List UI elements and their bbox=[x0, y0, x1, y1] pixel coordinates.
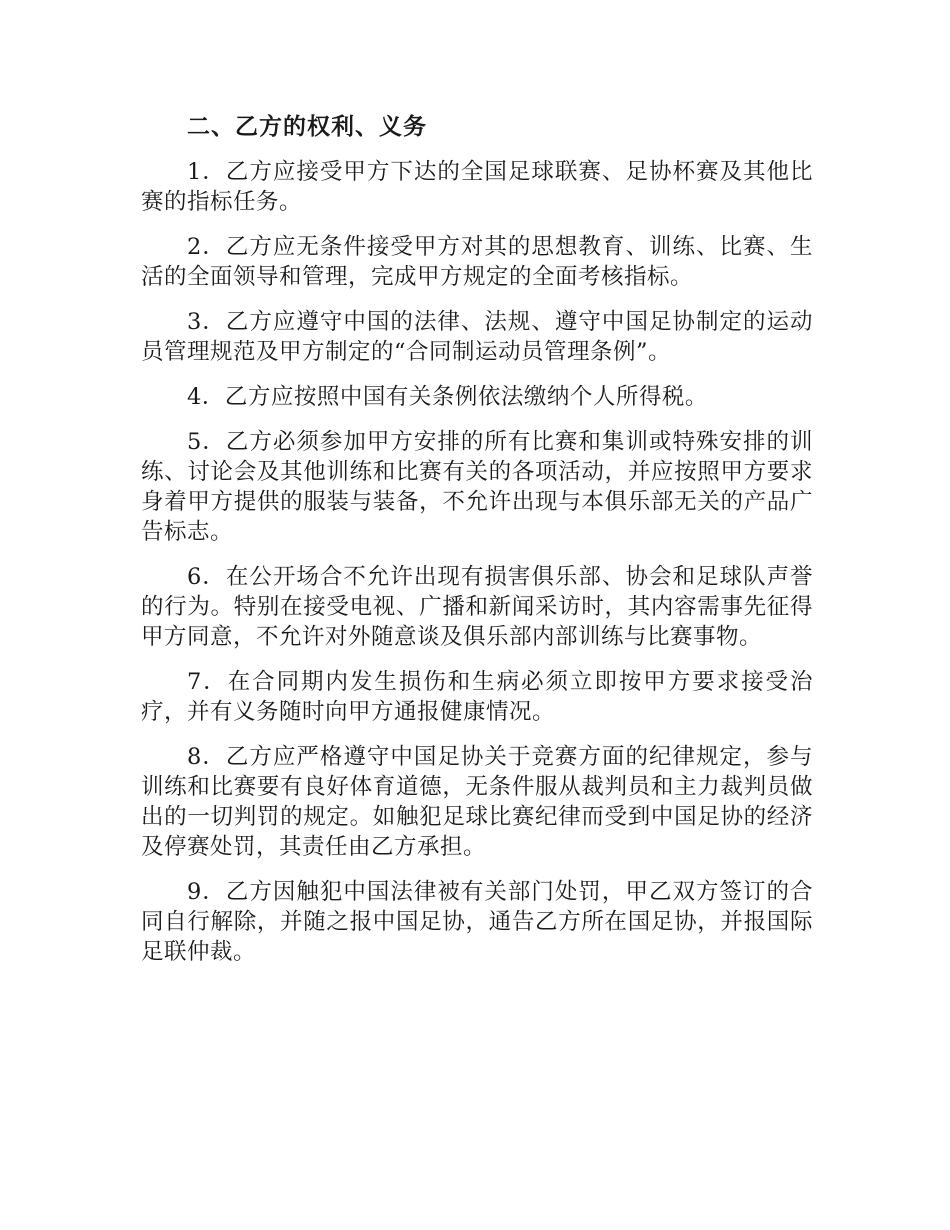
clause-8: 8．乙方应严格遵守中国足协关于竞赛方面的纪律规定，参与训练和比赛要有良好体育道德，无条件服从裁判员和主力裁判员做出的一切判罚的规定。如触犯足球比赛纪律而受到中国足协的经济及停赛处罚，其责任由乙方承担。 bbox=[141, 744, 813, 860]
clause-4: 4．乙方应按照中国有关条例依法缴纳个人所得税。 bbox=[187, 384, 708, 410]
section-heading: 二、乙方的权利、义务 bbox=[187, 114, 427, 140]
clause-3: 3．乙方应遵守中国的法律、法规、遵守中国足协制定的运动员管理规范及甲方制定的“合同制运动员管理条例”。 bbox=[141, 309, 813, 365]
document-body bbox=[141, 112, 813, 982]
clause-6: 6．在公开场合不允许出现有损害俱乐部、协会和足球队声誉的行为。特别在接受电视、广播和新闻采访时，其内容需事先征得甲方同意，不允许对外随意谈及俱乐部内部训练与比赛事物。 bbox=[141, 564, 813, 650]
clause-5: 5．乙方必须参加甲方安排的所有比赛和集训或特殊安排的训练、讨论会及其他训练和比赛有关的各项活动，并应按照甲方要求身着甲方提供的服装与装备，不允许出现与本俱乐部无关的产品广告标志。 bbox=[141, 429, 813, 545]
clause-7: 7．在合同期内发生损伤和生病必须立即按甲方要求接受治疗，并有义务随时向甲方通报健康情况。 bbox=[141, 669, 813, 725]
clause-1: 1．乙方应接受甲方下达的全国足球联赛、足协杯赛及其他比赛的指标任务。 bbox=[141, 159, 813, 215]
clause-9: 9．乙方因触犯中国法律被有关部门处罚，甲乙双方签订的合同自行解除，并随之报中国足协，通告乙方所在国足协，并报国际足联仲裁。 bbox=[141, 879, 813, 965]
clause-2: 2．乙方应无条件接受甲方对其的思想教育、训练、比赛、生活的全面领导和管理，完成甲方规定的全面考核指标。 bbox=[141, 234, 813, 290]
